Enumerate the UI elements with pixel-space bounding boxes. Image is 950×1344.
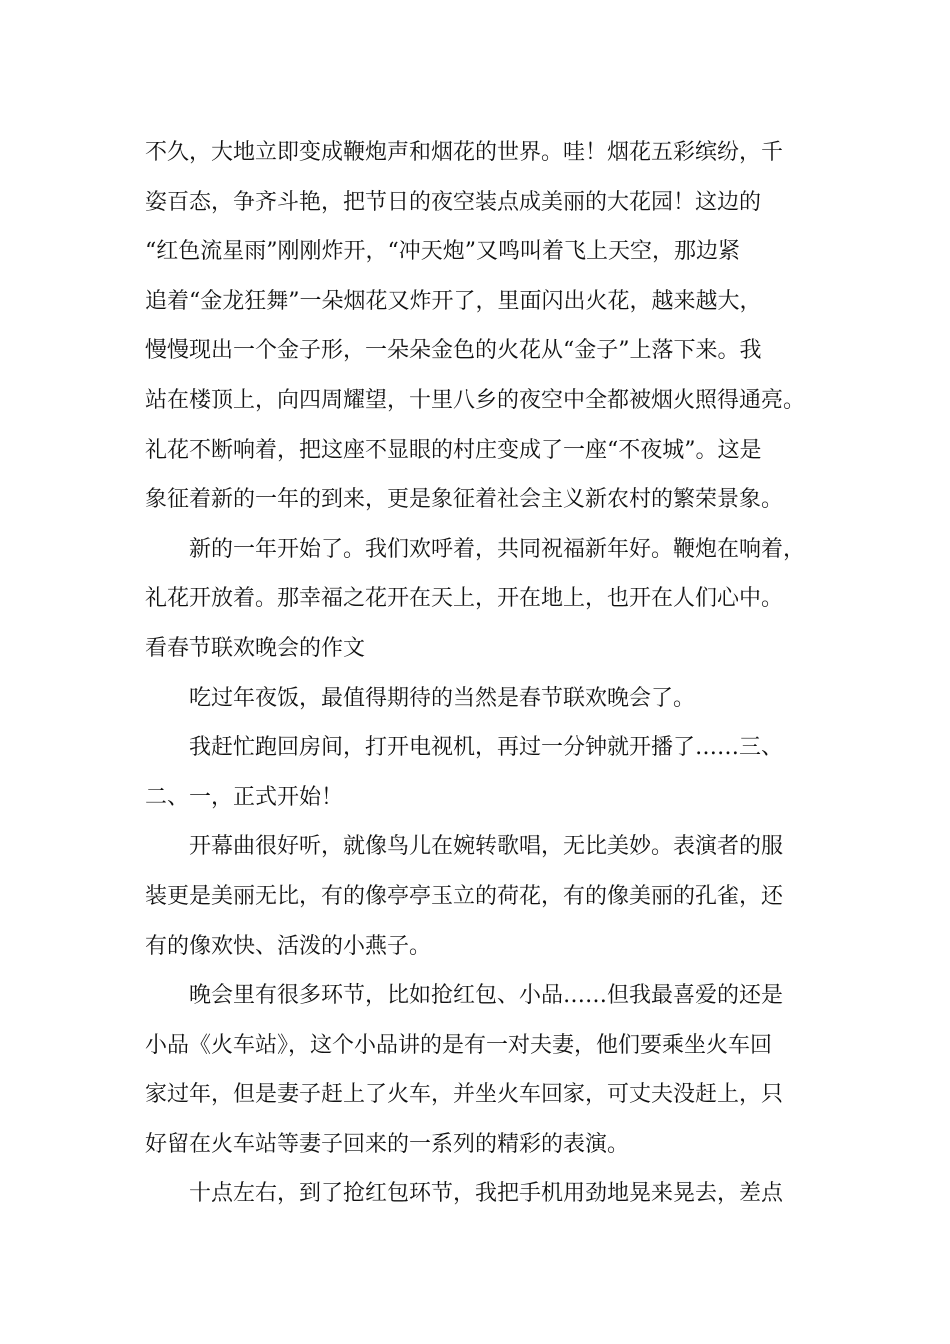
text-line: 有的像欢快、活泼的小燕子。 [145,933,432,959]
text-line: 姿百态，争齐斗艳，把节日的夜空装点成美丽的大花园！这边的 [145,189,762,215]
text-line: 象征着新的一年的到来，更是象征着社会主义新农村的繁荣景象。 [145,487,784,513]
text-line: 好留在火车站等妻子回来的一系列的精彩的表演。 [145,1131,630,1157]
text-line: 礼花不断响着，把这座不显眼的村庄变成了一座“不夜城”。这是 [145,437,762,463]
section-heading: 看春节联欢晚会的作文 [145,635,366,661]
text-line: 站在楼顶上，向四周耀望，十里八乡的夜空中全都被烟火照得通亮。 [145,387,806,413]
paragraph-first-line: 十点左右，到了抢红包环节，我把手机用劲地晃来晃去，差点 [189,1181,784,1207]
text-line: 礼花开放着。那幸福之花开在天上，开在地上，也开在人们心中。 [145,586,784,612]
text-line: “红色流星雨”刚刚炸开，“冲天炮”又鸣叫着飞上天空，那边紧 [145,239,740,265]
text-line: 追着“金龙狂舞”一朵烟花又炸开了，里面闪出火花，越来越大， [145,288,762,314]
text-line: 小品《火车站》，这个小品讲的是有一对夫妻，他们要乘坐火车回 [145,1032,773,1058]
text-line: 家过年，但是妻子赶上了火车，并坐火车回家，可丈夫没赶上，只 [145,1082,784,1108]
paragraph-first-line: 我赶忙跑回房间，打开电视机，再过一分钟就开播了……三、 [189,735,784,761]
text-line: 不久，大地立即变成鞭炮声和烟花的世界。哇！烟花五彩缤纷，千 [145,140,784,165]
paragraph-first-line: 吃过年夜饭，最值得期待的当然是春节联欢晚会了。 [189,685,696,711]
paragraph-first-line: 晚会里有很多环节，比如抢红包、小品……但我最喜爱的还是 [189,983,784,1009]
document-body [145,128,825,1219]
paragraph-first-line: 开幕曲很好听，就像鸟儿在婉转歌唱，无比美妙。表演者的服 [189,834,784,860]
text-line: 装更是美丽无比，有的像亭亭玉立的荷花，有的像美丽的孔雀，还 [145,883,784,909]
paragraph-first-line: 新的一年开始了。我们欢呼着，共同祝福新年好。鞭炮在响着， [189,536,806,562]
text-line: 慢慢现出一个金子形，一朵朵金色的火花从“金子”上落下来。我 [145,338,762,364]
text-line: 二、一，正式开始！ [145,784,344,810]
